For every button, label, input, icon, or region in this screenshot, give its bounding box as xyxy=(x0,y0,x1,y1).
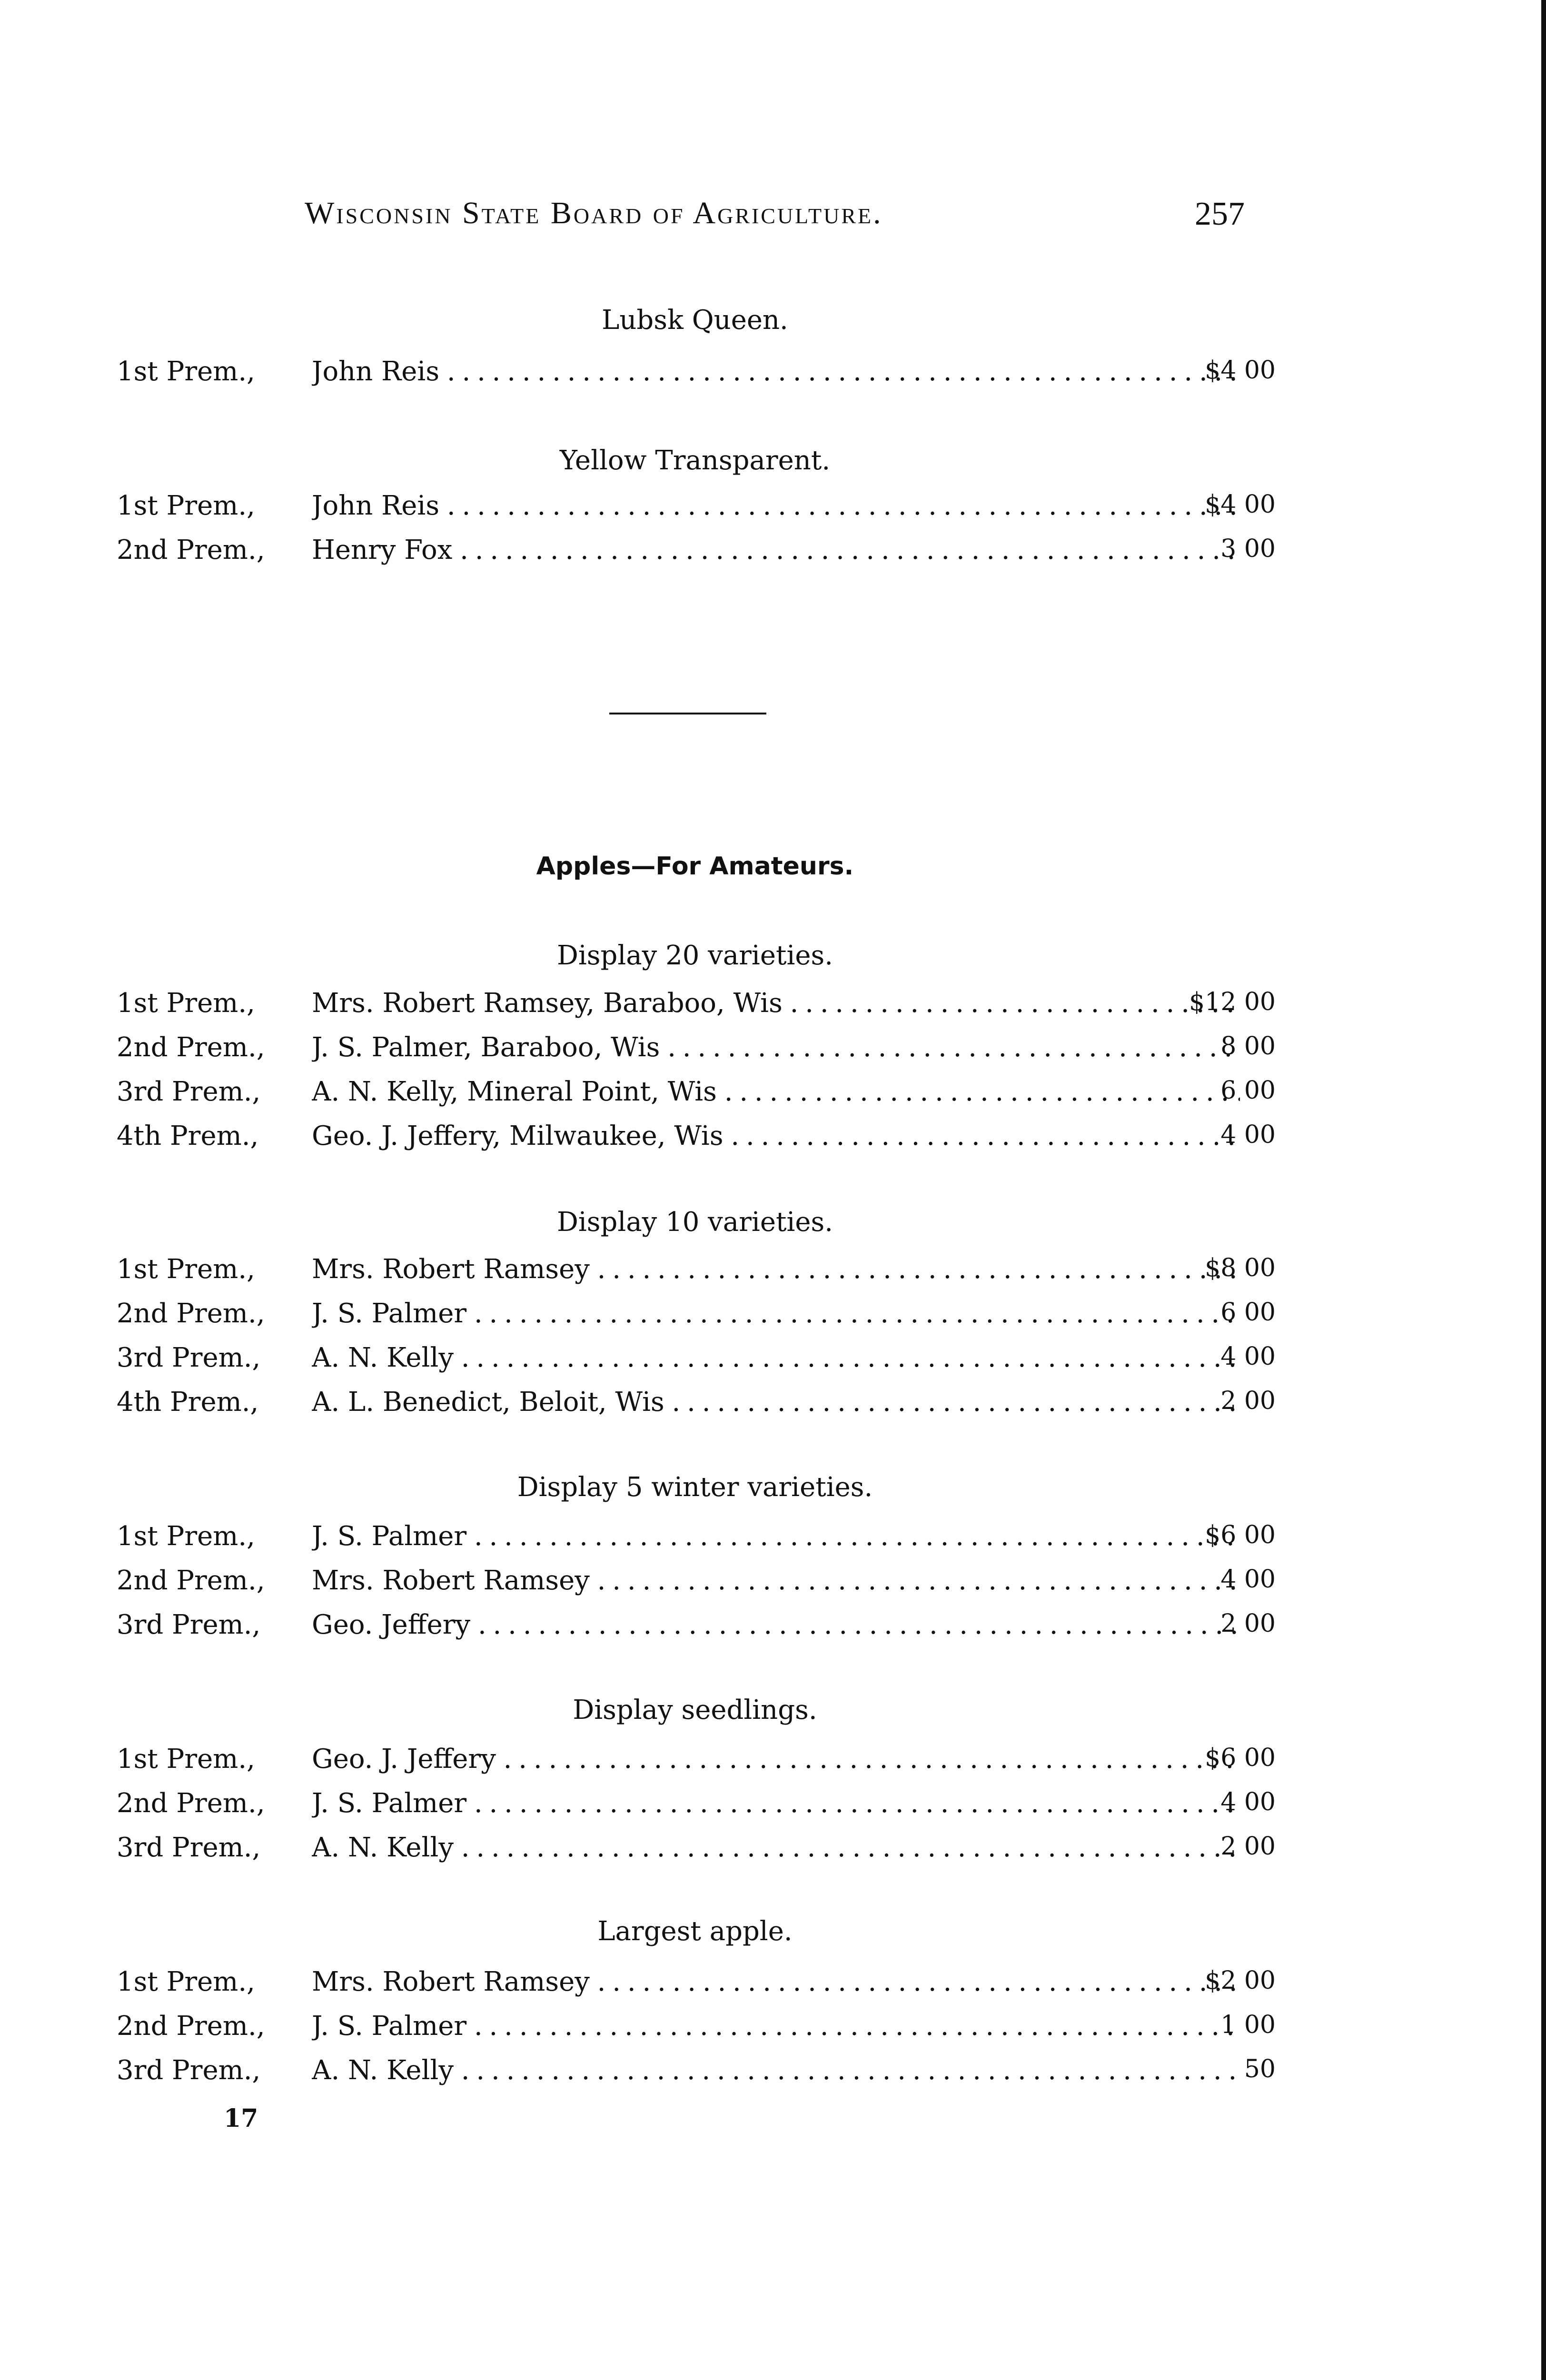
award-rank: 2nd Prem., xyxy=(117,2011,265,2042)
award-name: Geo. J. Jeffery . . . xyxy=(312,1744,1240,1778)
award-name: A. N. Kelly, Mineral Point, Wis . . . xyxy=(312,1076,1240,1111)
award-rank: 1st Prem., xyxy=(117,356,255,387)
section-heading: Display 20 varieties. xyxy=(556,940,833,971)
award-name: Geo. Jeffery . . . xyxy=(312,1609,1240,1644)
award-amount: 4 00 xyxy=(1220,1121,1276,1149)
award-name: John Reis . . . xyxy=(312,356,1240,390)
award-name: A. N. Kelly . . . xyxy=(312,1832,1240,1866)
award-name: J. S. Palmer . . . xyxy=(312,2011,1240,2045)
award-amount: $12 00 xyxy=(1189,988,1276,1016)
award-row xyxy=(117,1966,1276,2001)
award-name: J. S. Palmer . . . xyxy=(312,1788,1240,1822)
award-rank: 3rd Prem., xyxy=(117,2055,261,2086)
award-row xyxy=(117,1342,1276,1377)
award-rank: 2nd Prem., xyxy=(117,1032,265,1063)
award-amount: 3 00 xyxy=(1220,535,1276,563)
section-heading: Display seedlings. xyxy=(573,1695,817,1726)
award-name: Geo. J. Jeffery, Milwaukee, Wis . . . xyxy=(312,1121,1240,1155)
award-row xyxy=(117,1387,1276,1421)
award-row xyxy=(117,1609,1276,1644)
award-amount: 6 00 xyxy=(1220,1076,1276,1105)
award-rank: 3rd Prem., xyxy=(117,1342,261,1373)
running-title: Wisconsin State Board of Agriculture. xyxy=(305,196,883,230)
award-row xyxy=(117,2011,1276,2045)
main-heading: Apples—For Amateurs. xyxy=(536,852,854,881)
award-rank: 3rd Prem., xyxy=(117,1076,261,1107)
section-heading: Yellow Transparent. xyxy=(559,445,831,476)
award-rank: 2nd Prem., xyxy=(117,1788,265,1819)
page-number: 257 xyxy=(1195,196,1245,232)
award-row xyxy=(117,2055,1276,2089)
running-head xyxy=(295,195,1266,243)
award-row xyxy=(117,1788,1276,1822)
award-amount: 4 00 xyxy=(1220,1788,1276,1816)
award-rank: 1st Prem., xyxy=(117,988,255,1019)
award-name: J. S. Palmer, Baraboo, Wis . . . xyxy=(312,1032,1240,1066)
award-amount: 1 00 xyxy=(1220,2011,1276,2039)
award-name: Mrs. Robert Ramsey . . . xyxy=(312,1565,1240,1599)
award-name: Mrs. Robert Ramsey . . . xyxy=(312,1966,1240,2001)
award-rank: 3rd Prem., xyxy=(117,1609,261,1640)
award-name: John Reis . . . xyxy=(312,490,1240,525)
section-heading: Lubsk Queen. xyxy=(602,305,788,336)
award-row xyxy=(117,1832,1276,1866)
award-rank: 1st Prem., xyxy=(117,1521,255,1552)
award-name: A. N. Kelly . . . xyxy=(312,1342,1240,1377)
award-name: A. L. Benedict, Beloit, Wis . . . xyxy=(312,1387,1240,1421)
award-row xyxy=(117,1254,1276,1288)
award-name: J. S. Palmer . . . xyxy=(312,1521,1240,1555)
page-edge-border xyxy=(1541,0,1546,2380)
award-amount: $6 00 xyxy=(1205,1744,1276,1772)
award-row xyxy=(117,356,1276,390)
award-amount: 2 00 xyxy=(1220,1832,1276,1861)
award-rank: 4th Prem., xyxy=(117,1121,259,1151)
award-rank: 3rd Prem., xyxy=(117,1832,261,1863)
award-amount: 6 00 xyxy=(1220,1298,1276,1327)
award-row xyxy=(117,490,1276,525)
award-name: Mrs. Robert Ramsey . . . xyxy=(312,1254,1240,1288)
award-name: Henry Fox . . . xyxy=(312,535,1240,569)
award-row xyxy=(117,1298,1276,1332)
award-rank: 1st Prem., xyxy=(117,1966,255,1997)
award-row xyxy=(117,1565,1276,1599)
award-rank: 4th Prem., xyxy=(117,1387,259,1418)
award-amount: $2 00 xyxy=(1205,1966,1276,1995)
award-row xyxy=(117,1032,1276,1066)
award-row xyxy=(117,535,1276,569)
award-amount: 4 00 xyxy=(1220,1565,1276,1594)
award-row xyxy=(117,1744,1276,1778)
award-amount: 50 xyxy=(1244,2055,1276,2083)
award-name: Mrs. Robert Ramsey, Baraboo, Wis . . . xyxy=(312,988,1240,1022)
award-rank: 2nd Prem., xyxy=(117,1298,265,1329)
award-name: J. S. Palmer . . . xyxy=(312,1298,1240,1332)
award-amount: $4 00 xyxy=(1205,490,1276,519)
award-amount: 2 00 xyxy=(1220,1387,1276,1415)
award-row xyxy=(117,988,1276,1022)
award-rank: 2nd Prem., xyxy=(117,535,265,565)
award-row xyxy=(117,1521,1276,1555)
award-amount: 4 00 xyxy=(1220,1342,1276,1371)
award-amount: $8 00 xyxy=(1205,1254,1276,1282)
section-heading: Largest apple. xyxy=(597,1916,793,1947)
award-row xyxy=(117,1076,1276,1111)
award-rank: 1st Prem., xyxy=(117,1254,255,1285)
signature-mark: 17 xyxy=(224,2104,258,2133)
award-amount: $4 00 xyxy=(1205,356,1276,385)
award-rank: 2nd Prem., xyxy=(117,1565,265,1596)
award-amount: 2 00 xyxy=(1220,1609,1276,1638)
award-amount: 8 00 xyxy=(1220,1032,1276,1061)
award-amount: $6 00 xyxy=(1205,1521,1276,1549)
section-heading: Display 10 varieties. xyxy=(556,1207,833,1238)
award-row xyxy=(117,1121,1276,1155)
section-heading: Display 5 winter varieties. xyxy=(517,1472,873,1503)
award-rank: 1st Prem., xyxy=(117,490,255,521)
award-rank: 1st Prem., xyxy=(117,1744,255,1775)
section-divider xyxy=(609,713,766,714)
award-name: A. N. Kelly . . . xyxy=(312,2055,1240,2089)
